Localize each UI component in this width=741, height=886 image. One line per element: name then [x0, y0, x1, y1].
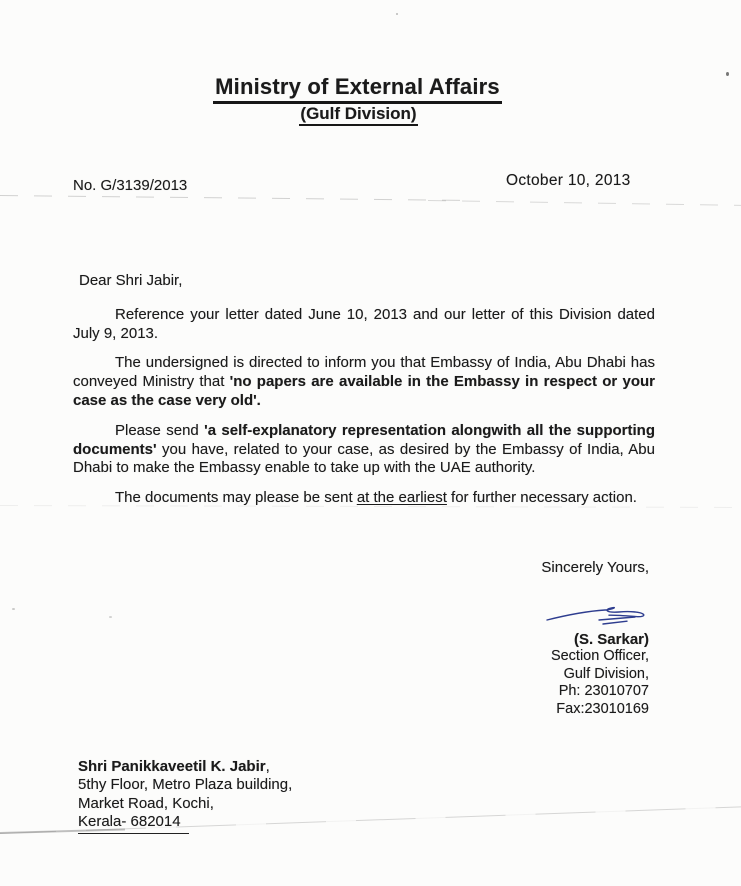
recipient-address-line: 5thy Floor, Metro Plaza building, — [78, 776, 293, 794]
scan-fold-line — [0, 195, 462, 201]
text: you have, related to your case, as desired by the Embassy of India, Abu Dhabi to make the Embassy enable to take up with the UAE authority. — [73, 440, 655, 477]
letter-body — [73, 272, 655, 519]
recipient-address-lines — [78, 776, 292, 813]
signature-strokes — [547, 608, 644, 624]
letterhead-title-text: Ministry of External Affairs — [213, 74, 502, 104]
paragraph — [73, 489, 655, 508]
signature-area — [541, 602, 649, 628]
paragraph — [73, 354, 655, 410]
scan-speck — [12, 608, 15, 610]
letter-date: October 10, 2013 — [506, 172, 631, 189]
text: for further necessary action. — [446, 489, 637, 507]
signatory-name: (S. Sarkar) — [573, 631, 649, 648]
signatory-details — [541, 648, 649, 718]
recipient-name-suffix: , — [265, 758, 270, 775]
letterhead-subtitle-text: (Gulf Division) — [299, 104, 417, 126]
handwritten-signature-icon — [545, 602, 649, 628]
recipient-last-line-text: Kerala- 682014 — [78, 813, 189, 833]
paragraph — [73, 422, 655, 478]
recipient-name-line — [78, 758, 292, 776]
closing-block — [541, 559, 649, 718]
recipient-address-line: Market Road, Kochi, — [78, 794, 214, 812]
paragraphs-container — [73, 306, 655, 508]
text: Please send — [115, 421, 205, 439]
scan-speck — [109, 616, 112, 618]
recipient-address — [78, 758, 292, 834]
letterhead-title — [0, 74, 728, 104]
salutation: Dear Shri Jabir, — [79, 272, 183, 289]
scan-fold-line — [428, 200, 741, 206]
closing-phrase: Sincerely Yours, — [541, 559, 649, 576]
paragraph — [73, 306, 655, 344]
reference-number: No. G/3139/2013 — [73, 177, 188, 194]
text: The documents may please be sent — [115, 489, 357, 507]
underlined-text: at the earliest — [356, 489, 447, 507]
letterhead-subtitle — [0, 104, 729, 126]
recipient-last-line — [78, 813, 292, 833]
signatory-detail-line: Section Officer, — [550, 648, 649, 665]
bold-text: 'no papers are available in the Embassy in respect or your case as the case very old'. — [73, 373, 655, 409]
text: The undersigned is directed to inform you that Embassy of India, Abu Dhabi has conveyed Ministry that — [73, 354, 655, 391]
signatory-detail-line: Fax:23010169 — [556, 700, 649, 717]
text: Reference your letter dated June 10, 2013 and our letter of this Division dated July 9, 2013. — [73, 305, 655, 342]
scan-speck — [396, 13, 398, 15]
bold-text: 'a self-explanatory representation alongwith all the supporting documents' — [73, 421, 655, 458]
signatory-detail-line: Ph: 23010707 — [558, 683, 649, 700]
recipient-name: Shri Panikkaveetil K. Jabir — [78, 758, 266, 775]
signatory-detail-line: Gulf Division, — [563, 665, 649, 682]
